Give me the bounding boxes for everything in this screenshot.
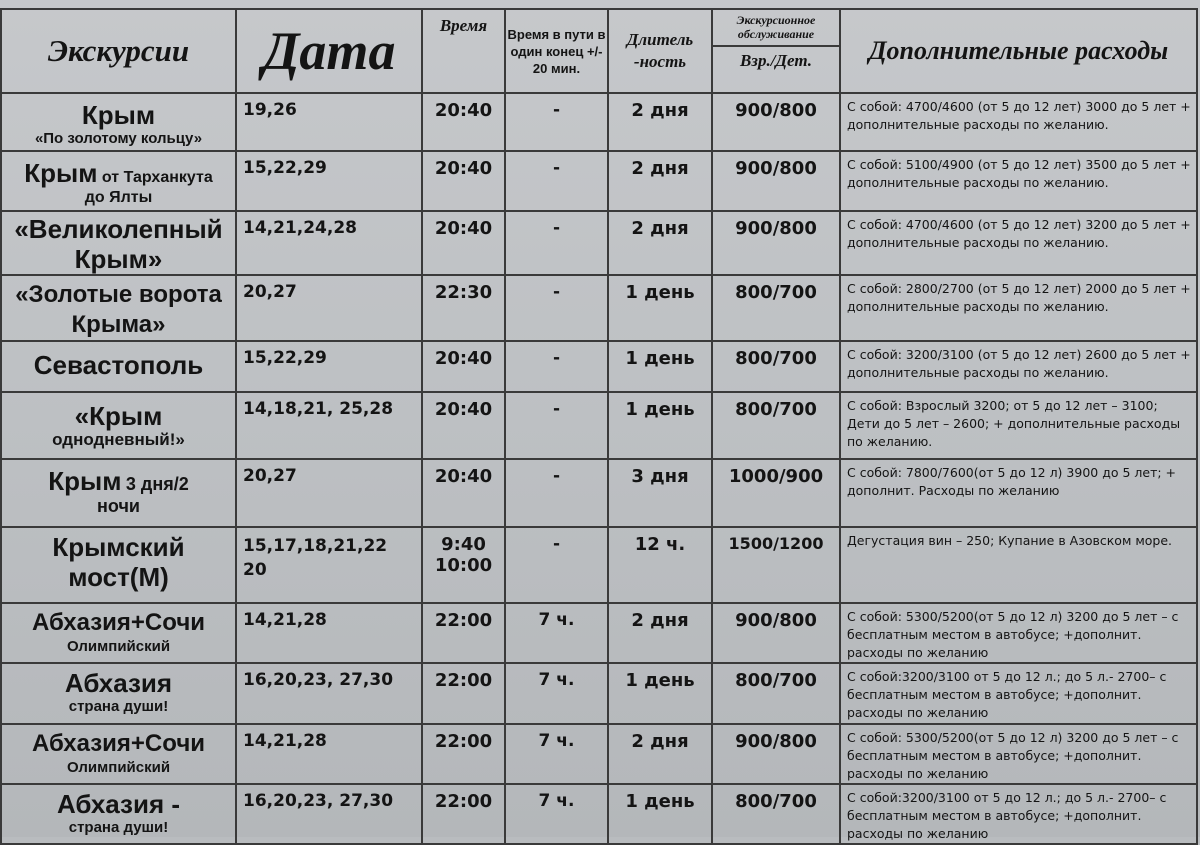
- tour-duration: 3 дня: [608, 459, 712, 527]
- table-row: [1, 341, 1197, 392]
- tour-extra: С собой: 5300/5200(от 5 до 12 л) 3200 до 5 лет – с бесплатным местом в автобусе; +дополнит. расходы по желанию: [840, 724, 1197, 784]
- tour-dates: 16,20,23, 27,30: [236, 663, 422, 724]
- tour-price: 900/800: [712, 151, 840, 211]
- tour-duration: 2 дня: [608, 603, 712, 663]
- tour-name: Абхазия+Сочи Олимпийский: [1, 724, 236, 784]
- tour-duration: 12 ч.: [608, 527, 712, 603]
- tour-duration: 2 дня: [608, 93, 712, 151]
- tour-time: 20:40: [422, 459, 505, 527]
- tour-dates: 14,18,21, 25,28: [236, 392, 422, 459]
- table-row: [1, 392, 1197, 459]
- header-duration: Длитель -ность: [608, 9, 712, 93]
- tour-time: 20:40: [422, 93, 505, 151]
- table-row: [1, 459, 1197, 527]
- tour-duration: 1 день: [608, 275, 712, 341]
- table-row: [1, 527, 1197, 603]
- tour-price: 800/700: [712, 275, 840, 341]
- tour-name: Крымский мост(М): [1, 527, 236, 603]
- tour-dates: 20,27: [236, 459, 422, 527]
- tour-price: 800/700: [712, 663, 840, 724]
- tour-road-time: 7 ч.: [505, 784, 608, 844]
- tour-extra: С собой: 4700/4600 (от 5 до 12 лет) 3000 до 5 лет + дополнительные расходы по желанию.: [840, 93, 1197, 151]
- tour-price: 800/700: [712, 784, 840, 844]
- tour-road-time: -: [505, 275, 608, 341]
- header-service-bottom: Взр./Дет.: [713, 45, 839, 71]
- tour-extra: С собой: 3200/3100 (от 5 до 12 лет) 2600 до 5 лет + дополнительные расходы по желанию.: [840, 341, 1197, 392]
- table-row: [1, 151, 1197, 211]
- tour-name: «Великолепный Крым»: [1, 211, 236, 275]
- tour-road-time: 7 ч.: [505, 724, 608, 784]
- tour-name: «Золотые ворота Крыма»: [1, 275, 236, 341]
- tour-dates: 14,21,28: [236, 603, 422, 663]
- tour-time: 20:40: [422, 392, 505, 459]
- tour-extra: С собой: 5300/5200(от 5 до 12 л) 3200 до 5 лет – с бесплатным местом в автобусе; +дополнит. расходы по желанию: [840, 603, 1197, 663]
- tour-name: Крым «По золотому кольцу»: [1, 93, 236, 151]
- tour-dates: 14,21,24,28: [236, 211, 422, 275]
- tour-time: 22:00: [422, 603, 505, 663]
- tour-dates: 19,26: [236, 93, 422, 151]
- tour-price: 900/800: [712, 93, 840, 151]
- excursion-table: [0, 8, 1198, 845]
- tour-name: Абхазия страна души!: [1, 663, 236, 724]
- tour-price: 1500/1200: [712, 527, 840, 603]
- tour-dates: 20,27: [236, 275, 422, 341]
- tour-price: 900/800: [712, 724, 840, 784]
- tour-time: 20:40: [422, 211, 505, 275]
- tour-extra: С собой: Взрослый 3200; от 5 до 12 лет – 3100; Дети до 5 лет – 2600; + дополнительные расходы по желанию.: [840, 392, 1197, 459]
- tour-road-time: -: [505, 211, 608, 275]
- tour-road-time: -: [505, 527, 608, 603]
- table-row: [1, 724, 1197, 784]
- tour-price: 900/800: [712, 603, 840, 663]
- tour-duration: 1 день: [608, 341, 712, 392]
- tour-name: Крым 3 дня/2 ночи: [1, 459, 236, 527]
- tour-extra: С собой: 4700/4600 (от 5 до 12 лет) 3200 до 5 лет + дополнительные расходы по желанию.: [840, 211, 1197, 275]
- tour-name: Крым от Тарханкута до Ялты: [1, 151, 236, 211]
- tour-road-time: -: [505, 392, 608, 459]
- tour-extra: Дегустация вин – 250; Купание в Азовском море.: [840, 527, 1197, 603]
- tour-road-time: -: [505, 341, 608, 392]
- tour-extra: С собой: 7800/7600(от 5 до 12 л) 3900 до 5 лет; + дополнит. Расходы по желанию: [840, 459, 1197, 527]
- tour-name: «Крым однодневный!»: [1, 392, 236, 459]
- tour-duration: 1 день: [608, 392, 712, 459]
- header-time: Время: [422, 9, 505, 93]
- tour-time: 20:40: [422, 341, 505, 392]
- tour-road-time: -: [505, 459, 608, 527]
- tour-road-time: -: [505, 151, 608, 211]
- tour-name: Абхазия+Сочи Олимпийский: [1, 603, 236, 663]
- tour-extra: С собой: 2800/2700 (от 5 до 12 лет) 2000 до 5 лет + дополнительные расходы по желанию.: [840, 275, 1197, 341]
- tour-duration: 2 дня: [608, 724, 712, 784]
- tour-name: Севастополь: [1, 341, 236, 392]
- table-row: [1, 603, 1197, 663]
- table-header: [1, 9, 1197, 93]
- tour-name: Абхазия - страна души!: [1, 784, 236, 844]
- tour-extra: С собой:3200/3100 от 5 до 12 л.; до 5 л.- 2700– с бесплатным местом в автобусе; +дополнит. расходы по желанию: [840, 784, 1197, 844]
- table-row: [1, 211, 1197, 275]
- table-row: [1, 93, 1197, 151]
- tour-road-time: 7 ч.: [505, 603, 608, 663]
- tour-price: 900/800: [712, 211, 840, 275]
- table-row: [1, 275, 1197, 341]
- tour-road-time: -: [505, 93, 608, 151]
- tour-duration: 1 день: [608, 663, 712, 724]
- table-row: [1, 663, 1197, 724]
- header-date: Дата: [236, 9, 422, 93]
- tour-time: 9:40 10:00: [422, 527, 505, 603]
- tour-dates: 15,22,29: [236, 341, 422, 392]
- tour-road-time: 7 ч.: [505, 663, 608, 724]
- tour-price: 800/700: [712, 341, 840, 392]
- table-row: [1, 784, 1197, 844]
- tour-duration: 1 день: [608, 784, 712, 844]
- tour-extra: С собой:3200/3100 от 5 до 12 л.; до 5 л.- 2700– с бесплатным местом в автобусе; +дополнит. расходы по желанию: [840, 663, 1197, 724]
- tour-time: 22:00: [422, 663, 505, 724]
- header-service: [712, 9, 840, 93]
- tour-dates: 16,20,23, 27,30: [236, 784, 422, 844]
- header-extra: Дополнительные расходы: [840, 9, 1197, 93]
- tour-dates: 15,17,18,21,22 20: [236, 527, 422, 603]
- tour-dates: 15,22,29: [236, 151, 422, 211]
- tour-price: 800/700: [712, 392, 840, 459]
- tour-time: 22:30: [422, 275, 505, 341]
- header-road-time: Время в пути в один конец +/- 20 мин.: [505, 9, 608, 93]
- tour-dates: 14,21,28: [236, 724, 422, 784]
- tour-time: 20:40: [422, 151, 505, 211]
- header-service-top: Экскурсионное обслуживание: [736, 13, 816, 41]
- tour-time: 22:00: [422, 784, 505, 844]
- header-excursions: Экскурсии: [1, 9, 236, 93]
- tour-duration: 2 дня: [608, 151, 712, 211]
- tour-extra: С собой: 5100/4900 (от 5 до 12 лет) 3500 до 5 лет + дополнительные расходы по желанию.: [840, 151, 1197, 211]
- tour-duration: 2 дня: [608, 211, 712, 275]
- tour-time: 22:00: [422, 724, 505, 784]
- tour-price: 1000/900: [712, 459, 840, 527]
